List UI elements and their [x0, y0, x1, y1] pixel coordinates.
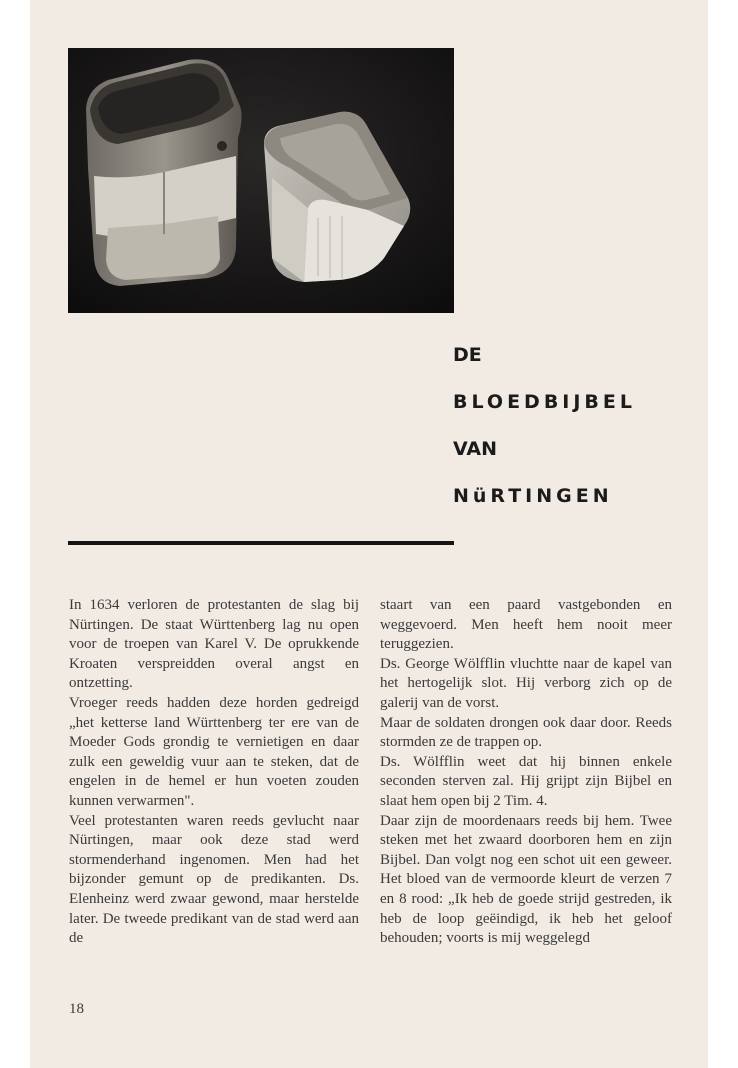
- paragraph: Veel protestanten waren reeds gevlucht naar Nürtingen, maar ook deze stad werd stormenderhand ingenomen. Men had het bijzonder gemunt op de predikanten. Ds. Elenheinz werd zwaar gewond, maar herstelde later. De tweede predikant van de stad werd aan de: [69, 812, 359, 947]
- paragraph: Vroeger reeds hadden deze horden gedreigd „het ketterse land Württenberg ter ere van de Moeder Gods grondig te vernietigen en daar zulk een geweldig vuur aan te steken, dat de engelen in de hemel er hun voeten zouden kunnen verwarmen".: [69, 694, 359, 809]
- paragraph: Daar zijn de moordenaars reeds bij hem. Twee steken met het zwaard doorboren hem en zijn Bijbel. Dan volgt nog een schot uit een geweer. Het bloed van de vermoorde kleurt de verzen 7 en 8 rood: „Ik heb de goede strijd gestreden, ik heb de loop geëindigd, ik heb het geloof behouden; voorts is mij weggelegd: [380, 812, 672, 947]
- text-column-left: [69, 596, 359, 949]
- book-page: [30, 0, 708, 1068]
- page-number: 18: [69, 1001, 84, 1017]
- title-line-1: DE: [453, 344, 482, 366]
- bible-photograph: [68, 48, 454, 313]
- title-line-2: BLOEDBIJBEL: [453, 391, 637, 413]
- divider-rule: [68, 541, 454, 545]
- title-line-4: NüRTINGEN: [453, 485, 613, 507]
- bible-photo-illustration: [68, 48, 454, 313]
- title-line-3: VAN: [453, 438, 498, 460]
- paragraph: Ds. George Wölfflin vluchtte naar de kapel van het hertogelijk slot. Hij verborg zich op de galerij van de vorst.: [380, 655, 672, 711]
- paragraph: staart van een paard vastgebonden en weggevoerd. Men heeft hem nooit meer teruggezien.: [380, 597, 672, 653]
- article-title: [453, 337, 703, 525]
- case-shape: [86, 59, 242, 286]
- paragraph: Ds. Wölfflin weet dat hij binnen enkele seconden sterven zal. Hij grijpt zijn Bijbel en slaat hem open bij 2 Tim. 4.: [380, 753, 672, 809]
- paragraph: In 1634 verloren de protestanten de slag bij Nürtingen. De staat Württenberg lag nu open voor de troepen van Karel V. De oprukkende Kroaten verspreidden overal angst en ontzetting.: [69, 597, 359, 692]
- paragraph: Maar de soldaten drongen ook daar door. Reeds stormden ze de trappen op.: [380, 714, 672, 751]
- text-column-right: [380, 596, 672, 949]
